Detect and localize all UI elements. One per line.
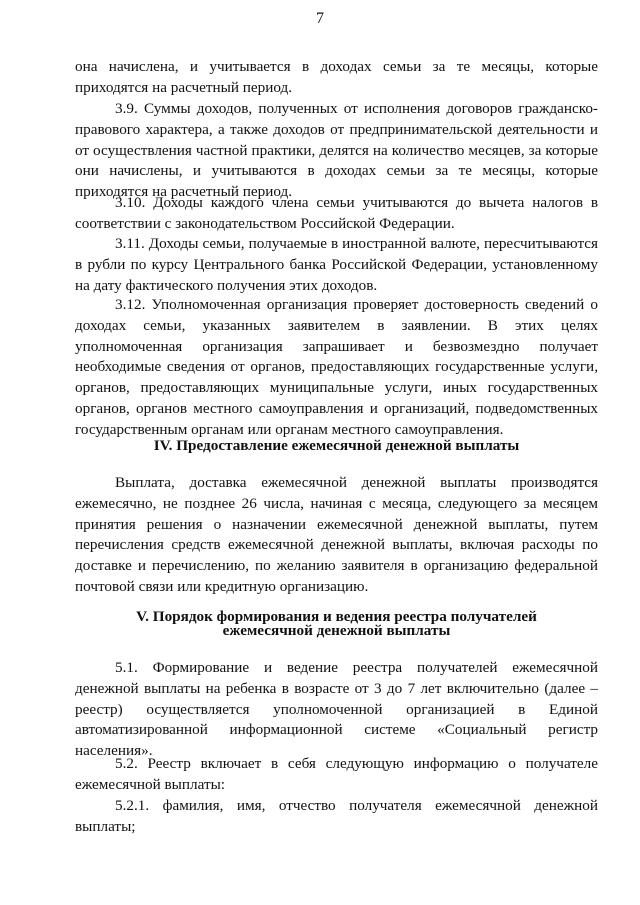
paragraph-5-1: 5.1. Формирование и ведение реестра получателей ежемесячной денежной выплаты на ребенка в возрасте от 3 до 7 лет включительно (далее – реестр) осуществляется уполномоченной организацией в Единой автоматизированной информационной системе «Социальный регистр населения». [75,659,598,760]
paragraph-3-10: 3.10. Доходы каждого члена семьи учитываются до вычета налогов в соответствии с законодательством Российской Федерации. [75,194,598,232]
page-number: 7 [316,10,324,27]
section-v-heading-line1: V. Порядок формирования и ведения реестра получателей [136,608,537,625]
paragraph-3-11: 3.11. Доходы семьи, получаемые в иностранной валюте, пересчитываются в рубли по курсу Центрального банка Российской Федерации, установленному на дату фактического получения этих доходов. [75,235,598,294]
paragraph-3-9: 3.9. Суммы доходов, полученных от исполнения договоров гражданско-правового характера, а также доходов от предпринимательской деятельности и от осуществления частной практики, делятся на количество месяцев, за которые они начислены, и учитываются в доходах семьи за те месяцы, которые приходятся на расчетный период. [75,100,598,201]
section-v-heading-line2: ежемесячной денежной выплаты [222,622,451,639]
section-iv-heading: IV. Предоставление ежемесячной денежной выплаты [153,437,520,454]
paragraph-5-2: 5.2. Реестр включает в себя следующую информацию о получателе ежемесячной выплаты: [75,755,598,793]
paragraph-3-12: 3.12. Уполномоченная организация проверяет достоверность сведений о доходах семьи, указанных заявителем в заявлении. В этих целях уполномоченная организация запрашивает и безвозмездно получает необходимые сведения от органов, предоставляющих государственные услуги, органов, предоставляющих муниципальные услуги, иных государственных органов, органов местного самоуправления и организаций, подведомственных государственным органам или органам местного самоуправления. [75,296,598,438]
paragraph-3-8-continuation: она начислена, и учитывается в доходах семьи за те месяцы, которые приходятся на расчетный период. [75,58,598,96]
paragraph-section-iv: Выплата, доставка ежемесячной денежной выплаты производятся ежемесячно, не позднее 26 числа, начиная с месяца, следующего за месяцем принятия решения о назначении ежемесячной денежной выплаты, путем перечисления средств ежемесячной денежной выплаты, включая расходы по доставке и перечислению, по желанию заявителя в организацию федеральной почтовой связи или кредитную организацию. [75,474,598,595]
paragraph-5-2-1: 5.2.1. фамилия, имя, отчество получателя ежемесячной денежной выплаты; [75,797,598,835]
